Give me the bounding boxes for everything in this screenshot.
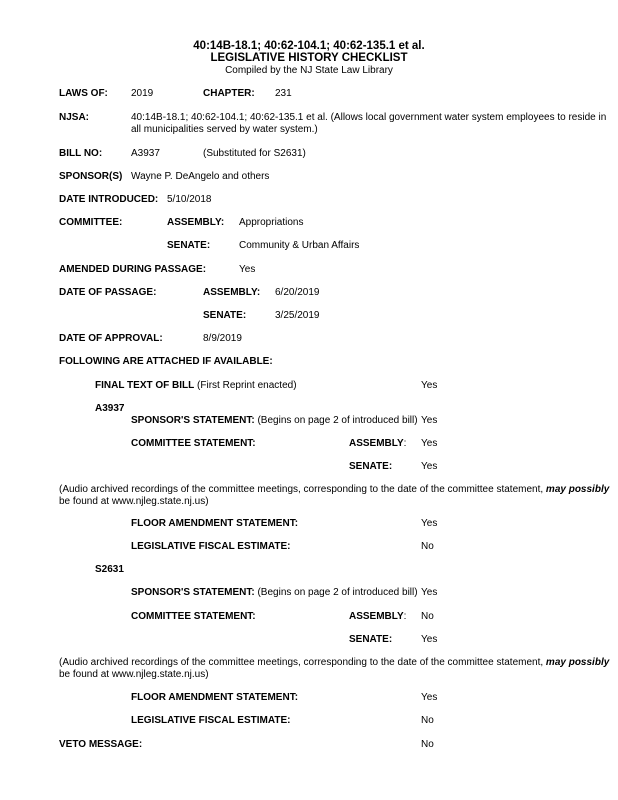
s2631-fiscal-estimate-label: LEGISLATIVE FISCAL ESTIMATE: (131, 715, 291, 726)
chapter-value: 231 (275, 88, 292, 99)
s2631-committee-assembly-colon: : (403, 611, 407, 622)
final-text-row (95, 380, 297, 392)
document-subtitle: Compiled by the NJ State Law Library (225, 65, 393, 76)
committee-senate-value: Community & Urban Affairs (239, 240, 360, 251)
final-text-value: Yes (421, 380, 438, 391)
s2631-committee-senate-label: SENATE: (349, 634, 393, 645)
date-introduced-label: DATE INTRODUCED: (59, 194, 159, 205)
s2631-audio-note-text: (Audio archived recordings of the committee meetings, corresponding to the date of the committee statement, (59, 657, 544, 668)
veto-message-label: VETO MESSAGE: (59, 739, 143, 750)
s2631-bill-heading: S2631 (95, 564, 124, 575)
s2631-fiscal-estimate-value: No (421, 715, 434, 726)
a3937-fiscal-estimate-value: No (421, 541, 434, 552)
bill-no-value: A3937 (131, 148, 160, 159)
a3937-fiscal-estimate-label: LEGISLATIVE FISCAL ESTIMATE: (131, 541, 291, 552)
veto-message-value: No (421, 739, 434, 750)
s2631-audio-note-line2: be found at www.njleg.state.nj.us) (59, 669, 209, 680)
date-of-approval-label: DATE OF APPROVAL: (59, 333, 163, 344)
passage-senate-label: SENATE: (203, 310, 247, 321)
s2631-sponsor-statement-note: (Begins on page 2 of introduced bill) (257, 587, 418, 598)
a3937-committee-assembly-row (349, 438, 406, 450)
document-title: LEGISLATIVE HISTORY CHECKLIST (210, 52, 408, 64)
committee-label: COMMITTEE: (59, 217, 123, 228)
a3937-sponsor-statement-note: (Begins on page 2 of introduced bill) (257, 415, 418, 426)
sponsors-label: SPONSOR(S) (59, 171, 123, 182)
amended-label: AMENDED DURING PASSAGE: (59, 264, 207, 275)
passage-assembly-value: 6/20/2019 (275, 287, 320, 298)
njsa-value-line1: 40:14B-18.1; 40:62-104.1; 40:62-135.1 et al. (Allows local government water system employees to reside in (131, 112, 607, 123)
sponsors-value: Wayne P. DeAngelo and others (131, 171, 270, 182)
a3937-committee-assembly-colon: : (403, 438, 407, 449)
njsa-label: NJSA: (59, 112, 90, 123)
s2631-audio-note-line1 (59, 657, 609, 669)
s2631-committee-assembly-label: ASSEMBLY (349, 611, 404, 622)
a3937-floor-amendment-label: FLOOR AMENDMENT STATEMENT: (131, 518, 299, 529)
s2631-committee-assembly-value: No (421, 611, 434, 622)
laws-of-value: 2019 (131, 88, 154, 99)
document-title-citation: 40:14B-18.1; 40:62-104.1; 40:62-135.1 et al. (193, 40, 425, 52)
a3937-audio-note-text: (Audio archived recordings of the committee meetings, corresponding to the date of the committee statement, (59, 484, 544, 495)
a3937-committee-senate-value: Yes (421, 461, 438, 472)
njsa-value-line2: all municipalities served by water system.) (131, 124, 318, 135)
a3937-bill-heading: A3937 (95, 403, 125, 414)
laws-of-label: LAWS OF: (59, 88, 108, 99)
date-of-passage-label: DATE OF PASSAGE: (59, 287, 157, 298)
s2631-committee-statement-label: COMMITTEE STATEMENT: (131, 611, 256, 622)
committee-assembly-value: Appropriations (239, 217, 304, 228)
bill-no-substitution-note: (Substituted for S2631) (203, 148, 306, 159)
attached-heading: FOLLOWING ARE ATTACHED IF AVAILABLE: (59, 356, 273, 367)
s2631-committee-assembly-row (349, 611, 406, 623)
a3937-sponsor-statement-row (131, 415, 418, 427)
committee-senate-label: SENATE: (167, 240, 211, 251)
passage-senate-value: 3/25/2019 (275, 310, 320, 321)
passage-assembly-label: ASSEMBLY: (203, 287, 261, 298)
s2631-audio-note-emphasis: may possibly (545, 657, 610, 668)
s2631-sponsor-statement-label: SPONSOR'S STATEMENT: (131, 587, 255, 598)
amended-value: Yes (239, 264, 256, 275)
date-of-approval-value: 8/9/2019 (203, 333, 242, 344)
a3937-committee-senate-label: SENATE: (349, 461, 393, 472)
a3937-audio-note-line1 (59, 484, 609, 496)
a3937-sponsor-statement-label: SPONSOR'S STATEMENT: (131, 415, 255, 426)
final-text-label: FINAL TEXT OF BILL (95, 380, 195, 391)
final-text-note: (First Reprint enacted) (197, 380, 297, 391)
a3937-sponsor-statement-value: Yes (421, 415, 438, 426)
a3937-committee-statement-label: COMMITTEE STATEMENT: (131, 438, 256, 449)
committee-assembly-label: ASSEMBLY: (167, 217, 225, 228)
s2631-committee-senate-value: Yes (421, 634, 438, 645)
a3937-floor-amendment-value: Yes (421, 518, 438, 529)
a3937-audio-note-line2: be found at www.njleg.state.nj.us) (59, 496, 209, 507)
a3937-audio-note-emphasis: may possibly (545, 484, 610, 495)
s2631-sponsor-statement-value: Yes (421, 587, 438, 598)
s2631-sponsor-statement-row (131, 587, 418, 599)
bill-no-label: BILL NO: (59, 148, 103, 159)
chapter-label: CHAPTER: (203, 88, 255, 99)
a3937-committee-assembly-label: ASSEMBLY (349, 438, 404, 449)
s2631-floor-amendment-value: Yes (421, 692, 438, 703)
s2631-floor-amendment-label: FLOOR AMENDMENT STATEMENT: (131, 692, 299, 703)
date-introduced-value: 5/10/2018 (167, 194, 212, 205)
a3937-committee-assembly-value: Yes (421, 438, 438, 449)
